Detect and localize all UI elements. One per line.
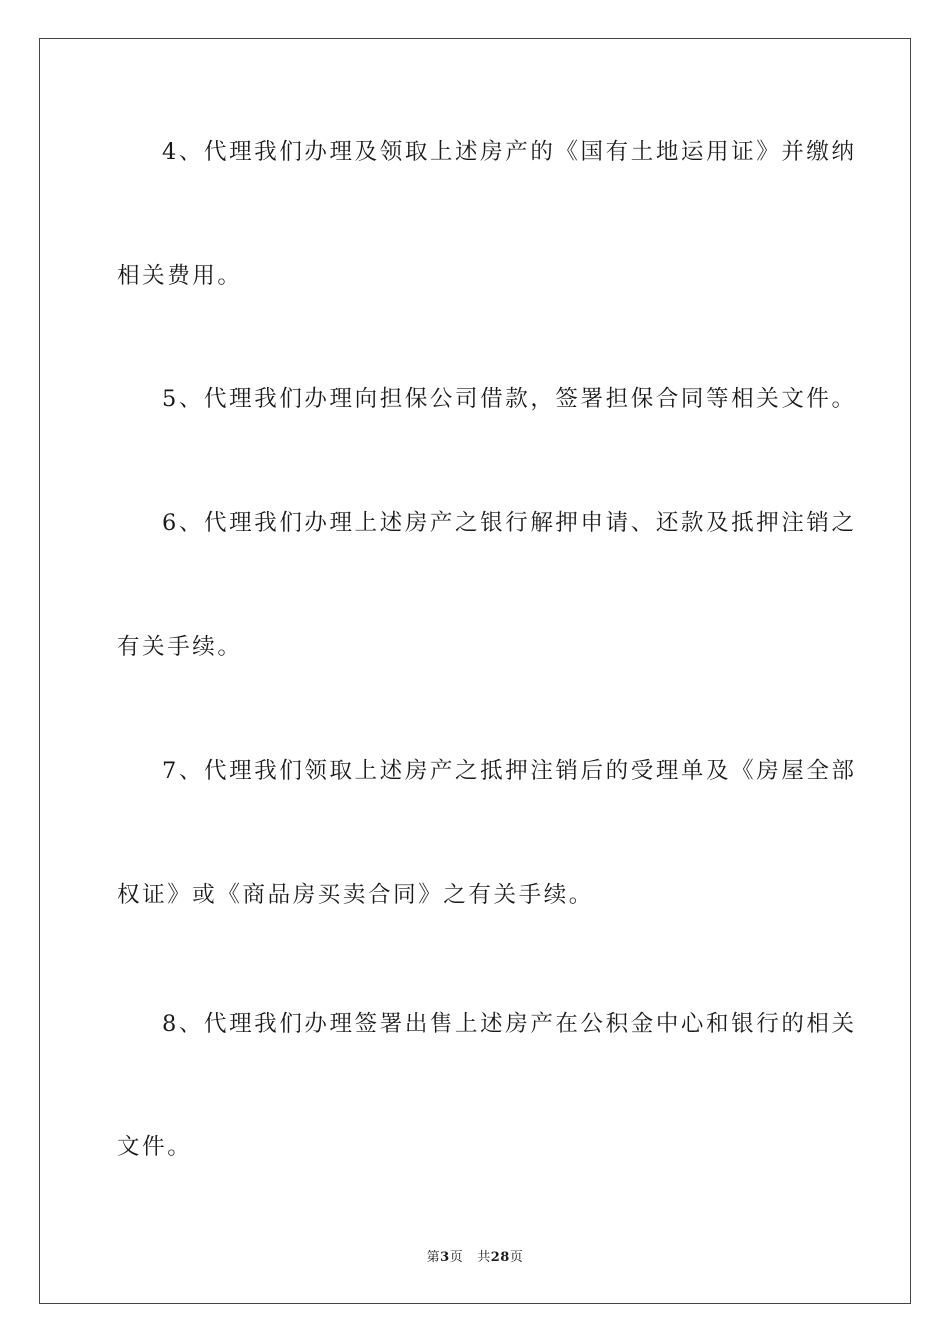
footer-total-pages: 28 — [490, 1250, 510, 1265]
footer-total-suffix: 页 — [509, 1250, 524, 1265]
paragraph-4-line-2: 相关费用。 — [117, 263, 243, 289]
footer-page-number: 3 — [440, 1250, 450, 1265]
paragraph-5-line-1: 5、代理我们办理向担保公司借款，签署担保合同等相关文件。 — [162, 386, 857, 412]
footer-page-prefix: 第 — [426, 1250, 441, 1265]
paragraph-8-line-1: 8、代理我们办理签署出售上述房产在公积金中心和银行的相关 — [162, 1011, 857, 1037]
paragraph-6-line-1: 6、代理我们办理上述房产之银行解押申请、还款及抵押注销之 — [162, 510, 857, 536]
paragraph-6-line-2: 有关手续。 — [117, 634, 243, 660]
paragraph-4-line-1: 4、代理我们办理及领取上述房产的《国有土地运用证》并缴纳 — [162, 139, 857, 165]
page-footer — [0, 1246, 950, 1265]
paragraph-8-line-2: 文件。 — [117, 1134, 193, 1160]
paragraph-7-line-1: 7、代理我们领取上述房产之抵押注销后的受理单及《房屋全部 — [162, 758, 857, 784]
footer-total-prefix: 共 — [477, 1250, 491, 1265]
footer-page-suffix: 页 — [449, 1250, 464, 1265]
page-border — [39, 38, 911, 1304]
paragraph-7-line-2: 权证》或《商品房买卖合同》之有关手续。 — [117, 882, 594, 908]
